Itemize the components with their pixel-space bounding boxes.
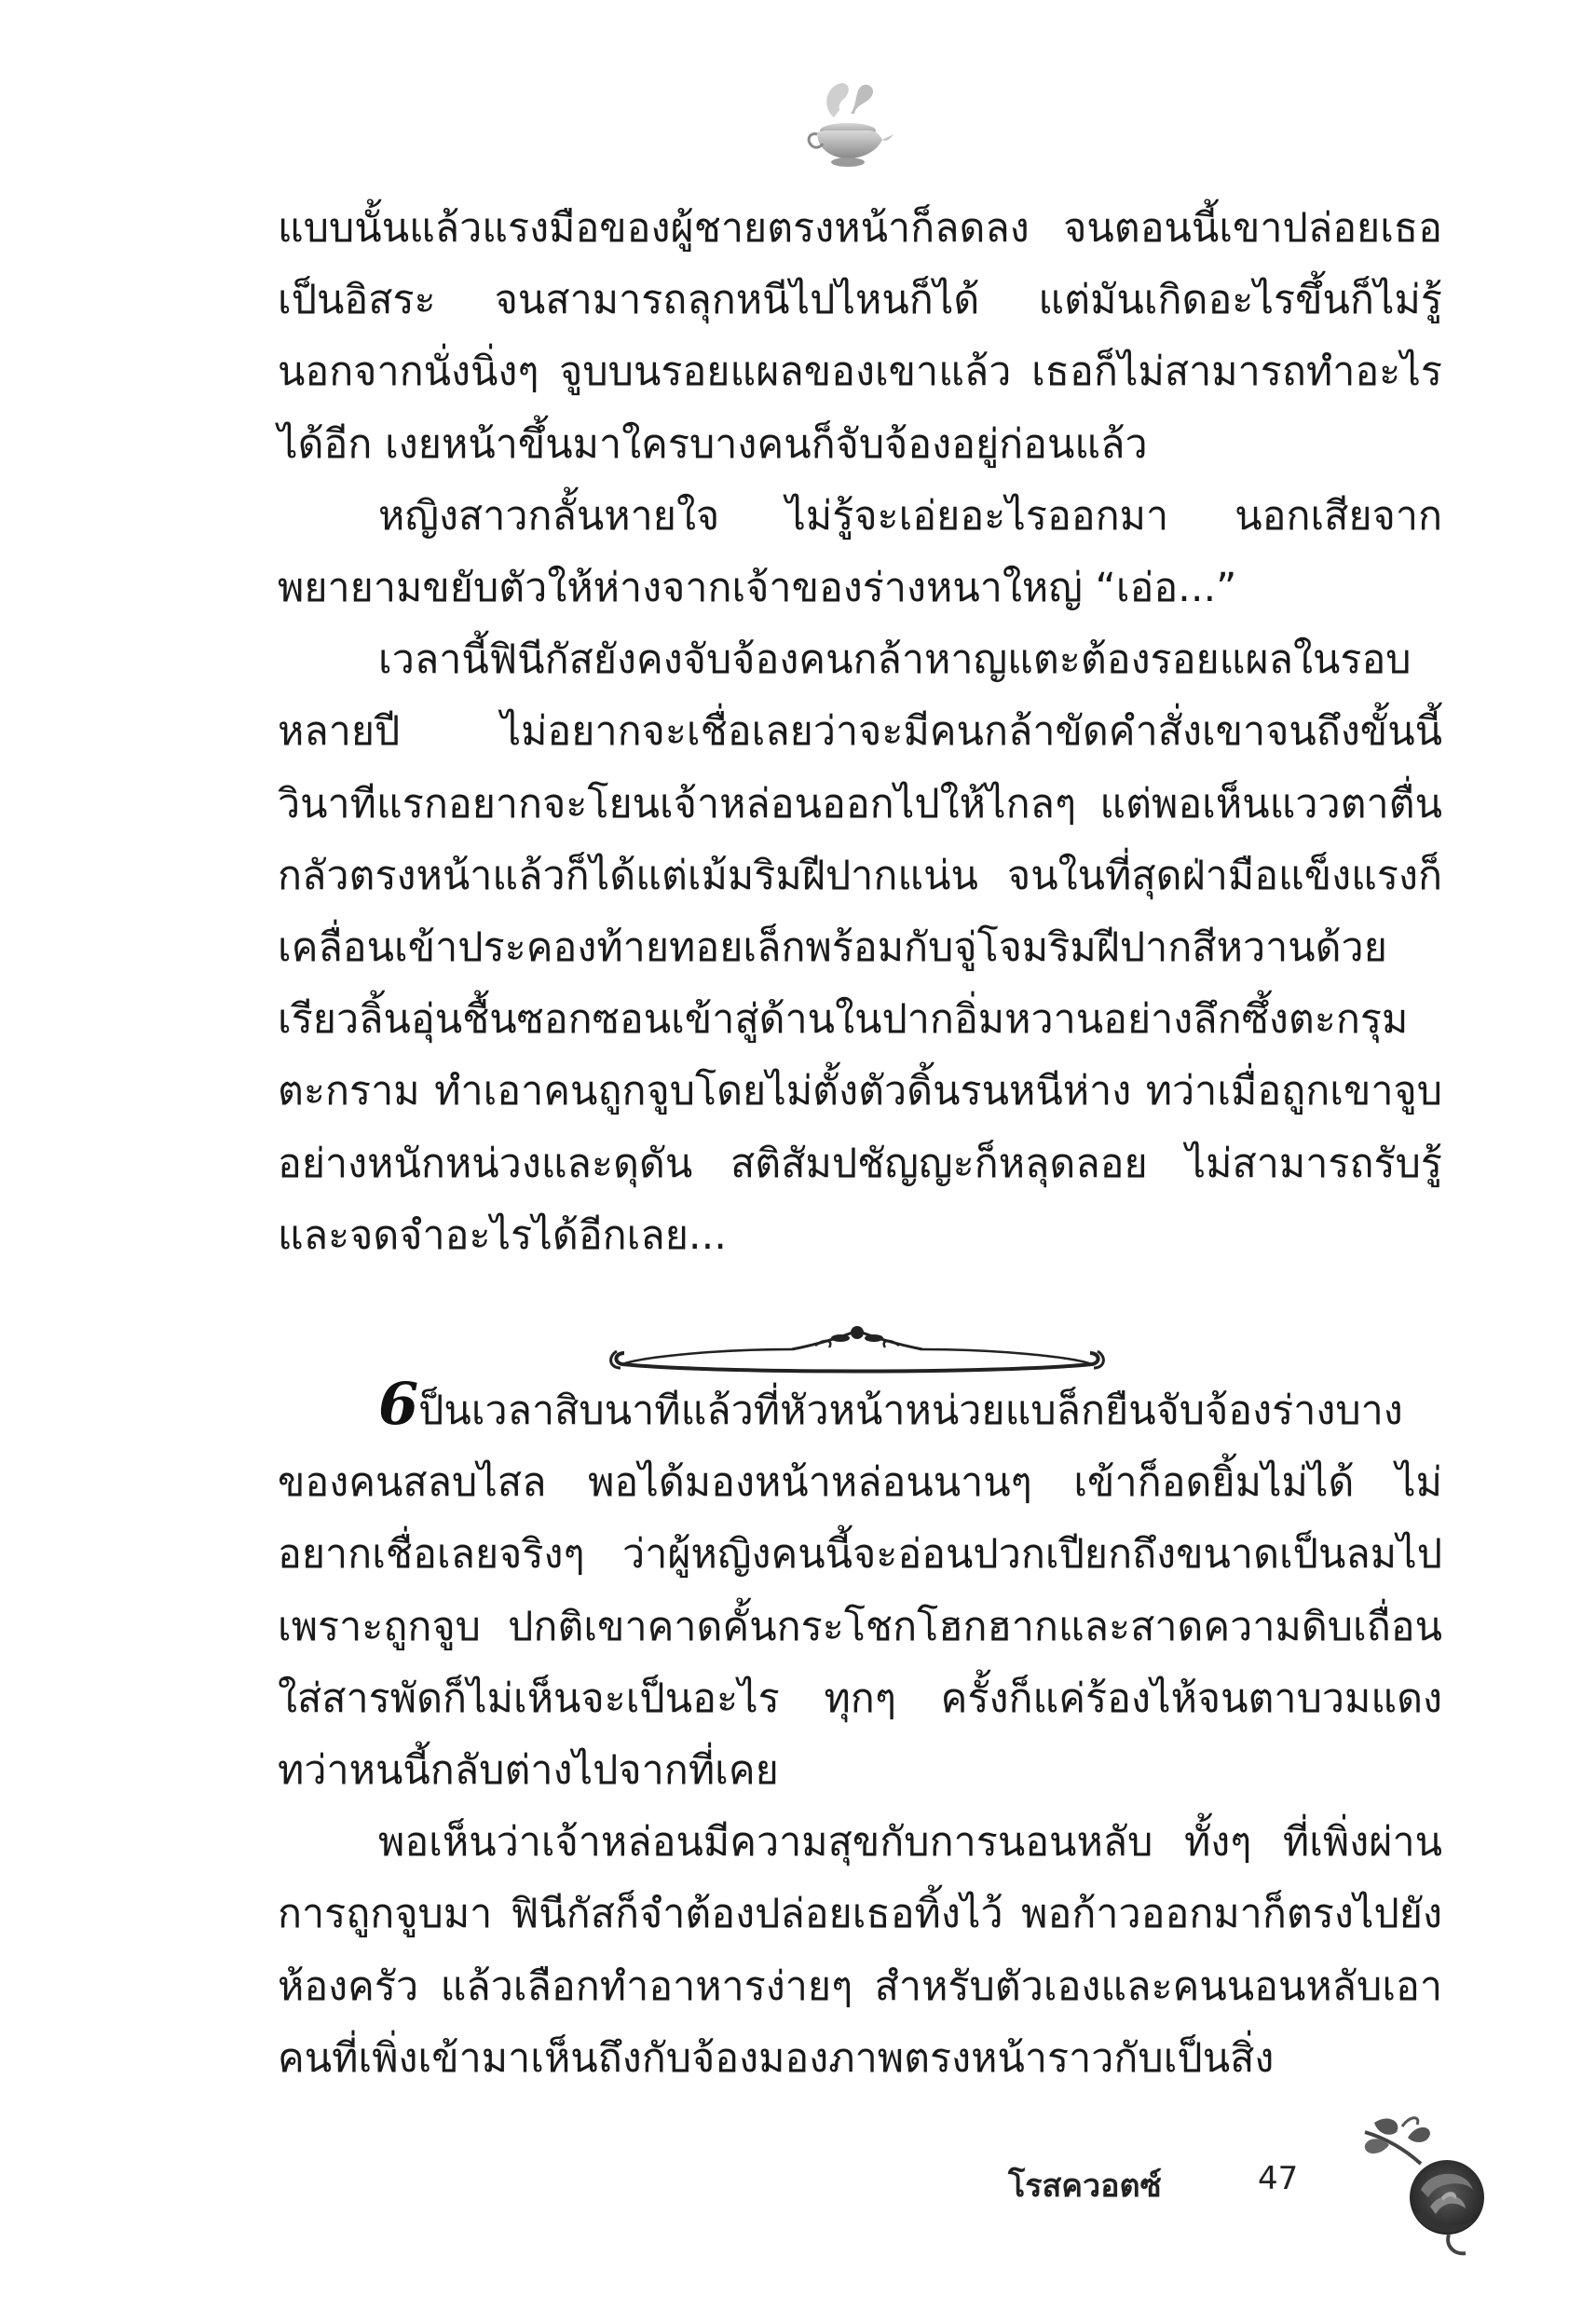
text-section-top — [278, 193, 1442, 1272]
text-section-bottom — [278, 1370, 1442, 2095]
rose-icon — [1356, 2104, 1505, 2263]
paragraph-3: เวลานี้ฟินีกัสยังคงจับจ้องคนกล้าหาญแตะต้องรอยแผลในรอบหลายปี ไม่อยากจะเชื่อเลยว่าจะมีคนกล้าขัดคำสั่งเขาจนถึงขั้นนี้ วินาทีแรกอยากจะโยนเจ้าหล่อนออกไปให้ไกลๆ แต่พอเห็นแววตาตื่นกลัวตรงหน้าแล้วก็ได้แต่เม้มริมฝีปากแน่น จนในที่สุดฝ่ามือแข็งแรงก็เคลื่อนเข้าประคองท้ายทอยเล็กพร้อมกับจู่โจมริมฝีปากสีหวานด้วยเรียวลิ้นอุ่นชื้นซอกซอนเข้าสู่ด้านในปากอิ่มหวานอย่างลึกซึ้งตะกรุมตะกราม ทำเอาคนถูกจูบโดยไม่ตั้งตัวดิ้นรนหนีห่าง ทว่าเมื่อถูกเขาจูบอย่างหนักหน่วงและดุดัน สติสัมปชัญญะก็หลุดลอย ไม่สามารถรับรู้และจดจำอะไรได้อีกเลย... — [278, 636, 1442, 1259]
running-footer-title: โรสควอตซ์ — [1008, 2167, 1162, 2205]
drop-cap: 6 — [378, 1370, 419, 1438]
paragraph-2: หญิงสาวกลั้นหายใจ ไม่รู้จะเอ่ยอะไรออกมา นอกเสียจากพยายามขยับตัวให้ห่างจากเจ้าของร่างหนาใหญ่ “เอ่อ...” — [278, 492, 1442, 612]
magic-lamp-icon — [797, 73, 899, 175]
paragraph-1: แบบนั้นแล้วแรงมือของผู้ชายตรงหน้าก็ลดลง จนตอนนี้เขาปล่อยเธอเป็นอิสระ จนสามารถลุกหนีไปไหนก็ได้ แต่มันเกิดอะไรขึ้นก็ไม่รู้ นอกจากนั่งนิ่งๆ จูบบนรอยแผลของเขาแล้ว เธอก็ไม่สามารถทำอะไรได้อีก เงยหน้าขึ้นมาใครบางคนก็จับจ้องอยู่ก่อนแล้ว — [278, 205, 1442, 468]
page-number: 47 — [1258, 2160, 1299, 2197]
paragraph-4 — [278, 1370, 1442, 1807]
paragraph-5: พอเห็นว่าเจ้าหล่อนมีความสุขกับการนอนหลับ ทั้งๆ ที่เพิ่งผ่านการถูกจูบมา ฟินีกัสก็จำต้องปล่อยเธอทิ้งไว้ พอก้าวออกมาก็ตรงไปยังห้องครัว แล้วเลือกทำอาหารง่ายๆ สำหรับตัวเองและคนนอนหลับเอาคนที่เพิ่งเข้ามาเห็นถึงกับจ้องมองภาพตรงหน้าราวกับเป็นสิ่ง — [278, 1819, 1442, 2082]
paragraph-4-body: ป็นเวลาสิบนาทีแล้วที่หัวหน้าหน่วยแบล็กยืนจับจ้องร่างบางของคนสลบไสล พอได้มองหน้าหล่อนนานๆ เข้าก็อดยิ้มไม่ได้ ไม่อยากเชื่อเลยจริงๆ ว่าผู้หญิงคนนี้จะอ่อนปวกเปียกถึงขนาดเป็นลมไปเพราะถูกจูบ ปกติเขาคาดคั้นกระโชกโฮกฮากและสาดความดิบเถื่อนใส่สารพัดก็ไม่เห็นจะเป็นอะไร ทุกๆ ครั้งก็แค่ร้องไห้จนตาบวมแดง ทว่าหนนี้กลับต่างไปจากที่เคย — [278, 1388, 1442, 1795]
